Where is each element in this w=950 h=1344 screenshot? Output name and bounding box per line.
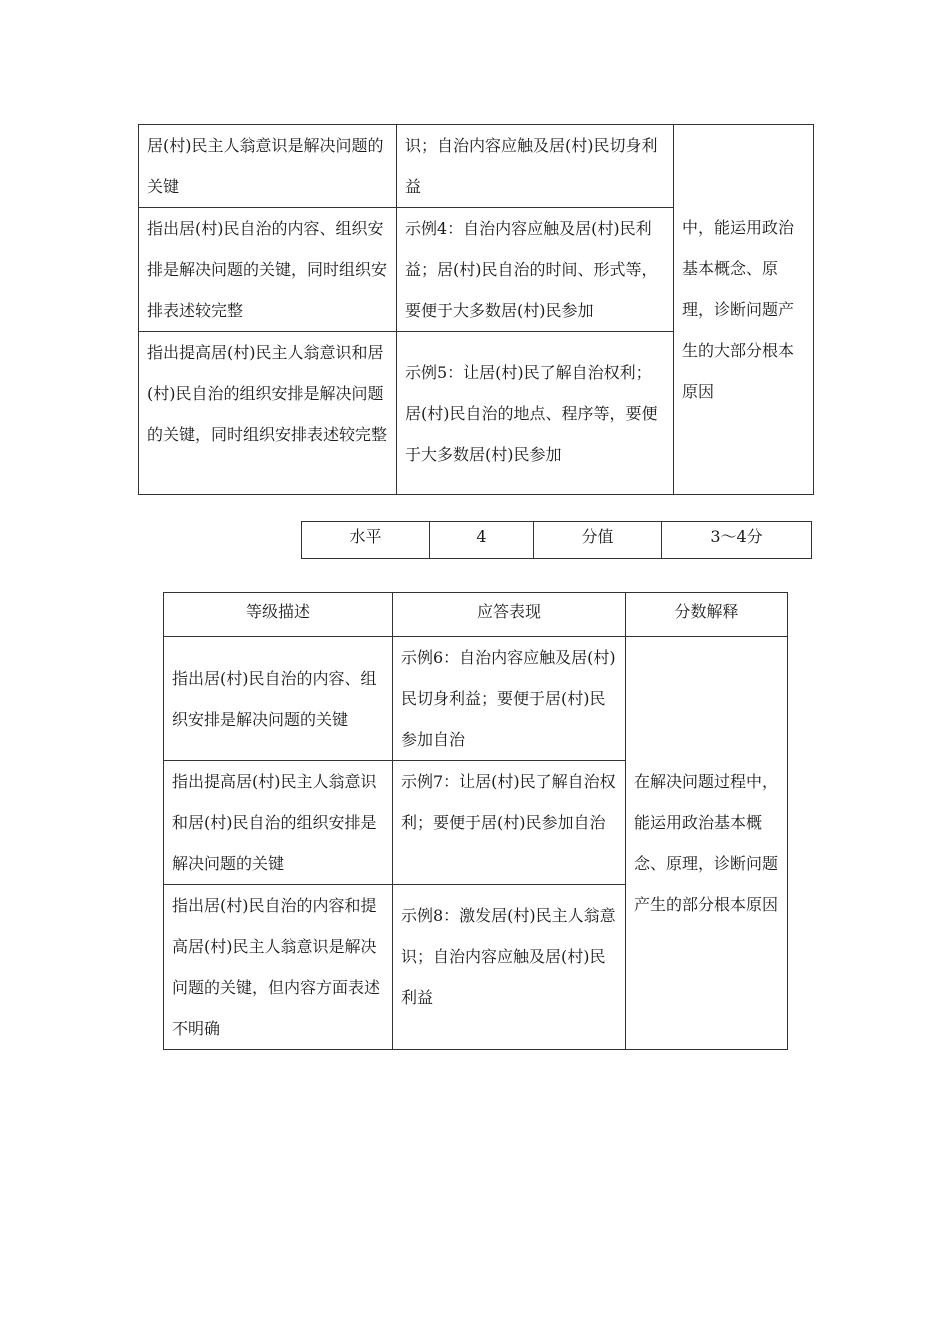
scoring-table-level3-continued: [138, 124, 814, 495]
level-description: 指出提高居(村)民主人翁意识和居(村)民自治的组织安排是解决问题的关键，同时组织安排表述较完整: [147, 343, 388, 444]
table-header-row: [164, 593, 788, 637]
level-description: 指出居(村)民自治的内容和提高居(村)民主人翁意识是解决问题的关键，但内容方面表述不明确: [172, 896, 381, 1038]
column-header: 等级描述: [164, 593, 393, 637]
table-row: [302, 522, 812, 559]
level-description: 居(村)民主人翁意识是解决问题的关键: [147, 136, 384, 196]
column-header: 应答表现: [393, 593, 626, 637]
answer-example: 示例4：自治内容应触及居(村)民利益；居(村)民自治的时间、形式等，要便于大多数居(村)民参加: [405, 219, 658, 320]
level-description: 指出提高居(村)民主人翁意识和居(村)民自治的组织安排是解决问题的关键: [172, 772, 377, 873]
score-value: 3～4分: [662, 522, 812, 559]
level-label: 水平: [302, 522, 430, 559]
level-score-table: [301, 521, 812, 559]
score-interpretation: 中，能运用政治基本概念、原理，诊断问题产生的大部分根本原因: [682, 218, 795, 401]
scoring-table-level4: [163, 592, 788, 1050]
level-description: 指出居(村)民自治的内容、组织安排是解决问题的关键: [172, 668, 377, 729]
answer-example: 示例6：自治内容应触及居(村)民切身利益；要便于居(村)民参加自治: [401, 648, 616, 749]
answer-example: 示例8：激发居(村)民主人翁意识；自治内容应触及居(村)民利益: [401, 906, 616, 1007]
level-description: 指出居(村)民自治的内容、组织安排是解决问题的关键，同时组织安排表述较完整: [147, 219, 388, 320]
answer-example: 示例7：让居(村)民了解自治权利；要便于居(村)民参加自治: [401, 772, 616, 832]
answer-example: 识；自治内容应触及居(村)民切身利益: [405, 136, 658, 196]
table-row: [139, 125, 814, 208]
score-interpretation: 在解决问题过程中，能运用政治基本概念、原理，诊断问题产生的部分根本原因: [634, 772, 779, 914]
level-value: 4: [430, 522, 534, 559]
table-row: [164, 637, 788, 761]
score-label: 分值: [534, 522, 662, 559]
column-header: 分数解释: [626, 593, 788, 637]
answer-example: 示例5：让居(村)民了解自治权利；居(村)民自治的地点、程序等，要便于大多数居(村)民参加: [405, 362, 658, 464]
